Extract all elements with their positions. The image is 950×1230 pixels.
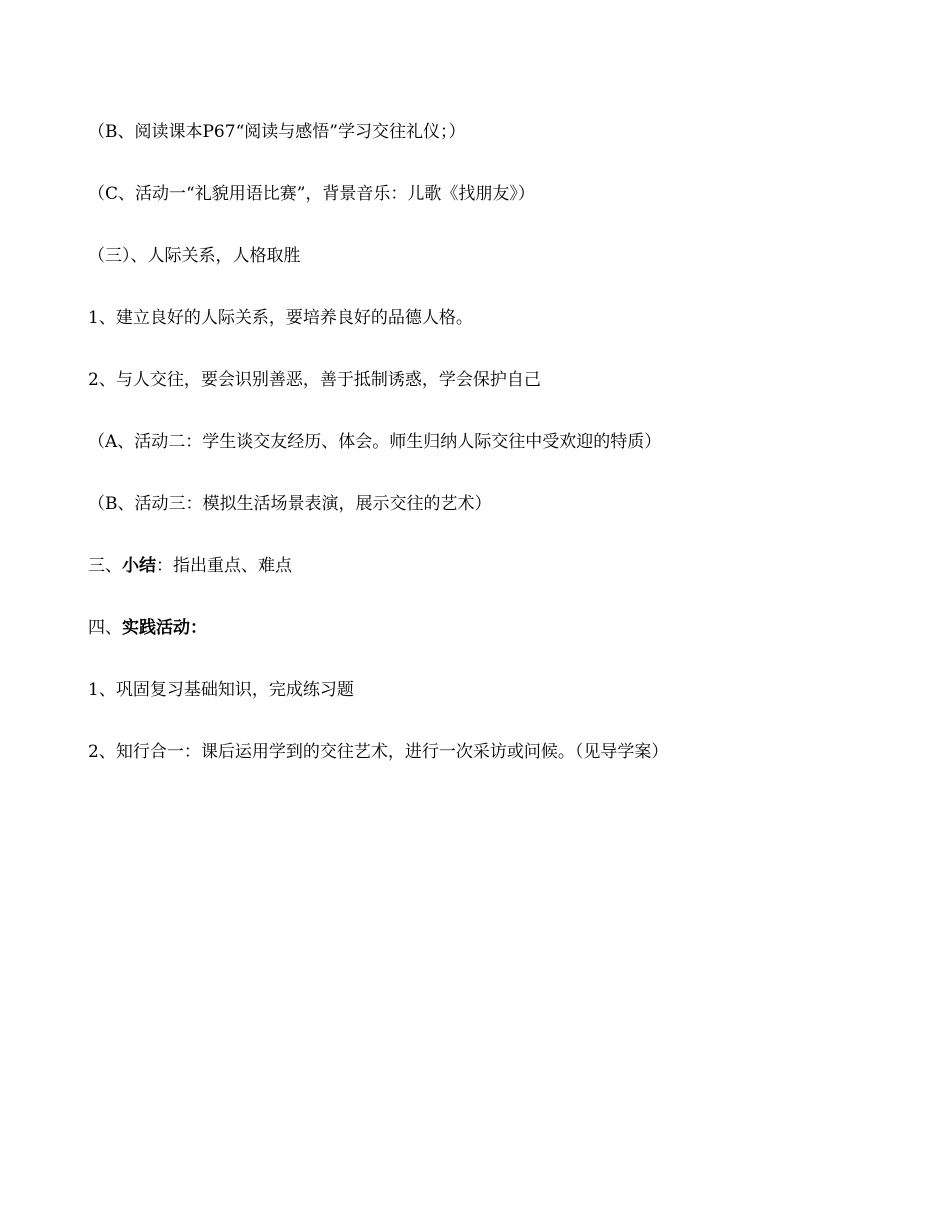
practice-item: 2、知行合一：课后运用学到的交往艺术，进行一次采访或问候。（见导学案） xyxy=(88,742,669,762)
practice-colon: ： xyxy=(190,618,207,638)
summary-heading: 小结 xyxy=(122,556,156,576)
text-line: 1、建立良好的人际关系，要培养良好的品德人格。 xyxy=(88,308,473,328)
practice-heading: 实践活动 xyxy=(122,618,190,638)
summary-text: ：指出重点、难点 xyxy=(156,556,292,576)
practice-heading-line xyxy=(88,617,207,639)
section-heading: （三）、人际关系，人格取胜 xyxy=(88,246,301,266)
practice-prefix: 四、 xyxy=(88,618,122,638)
practice-item: 1、巩固复习基础知识，完成练习题 xyxy=(88,680,354,700)
text-line: （A、活动二：学生谈交友经历、体会。师生归纳人际交往中受欢迎的特质） xyxy=(88,432,662,452)
summary-line xyxy=(88,555,292,577)
summary-prefix: 三、 xyxy=(88,556,122,576)
text-line: 2、与人交往，要会识别善恶，善于抵制诱惑，学会保护自己 xyxy=(88,370,541,390)
text-line: （B、活动三：模拟生活场景表演，展示交往的艺术） xyxy=(88,494,492,514)
text-line: （B、阅读课本P67“阅读与感悟”学习交往礼仪；） xyxy=(88,122,466,142)
text-line: （C、活动一“礼貌用语比赛”，背景音乐：儿歌《找朋友》） xyxy=(88,184,535,204)
